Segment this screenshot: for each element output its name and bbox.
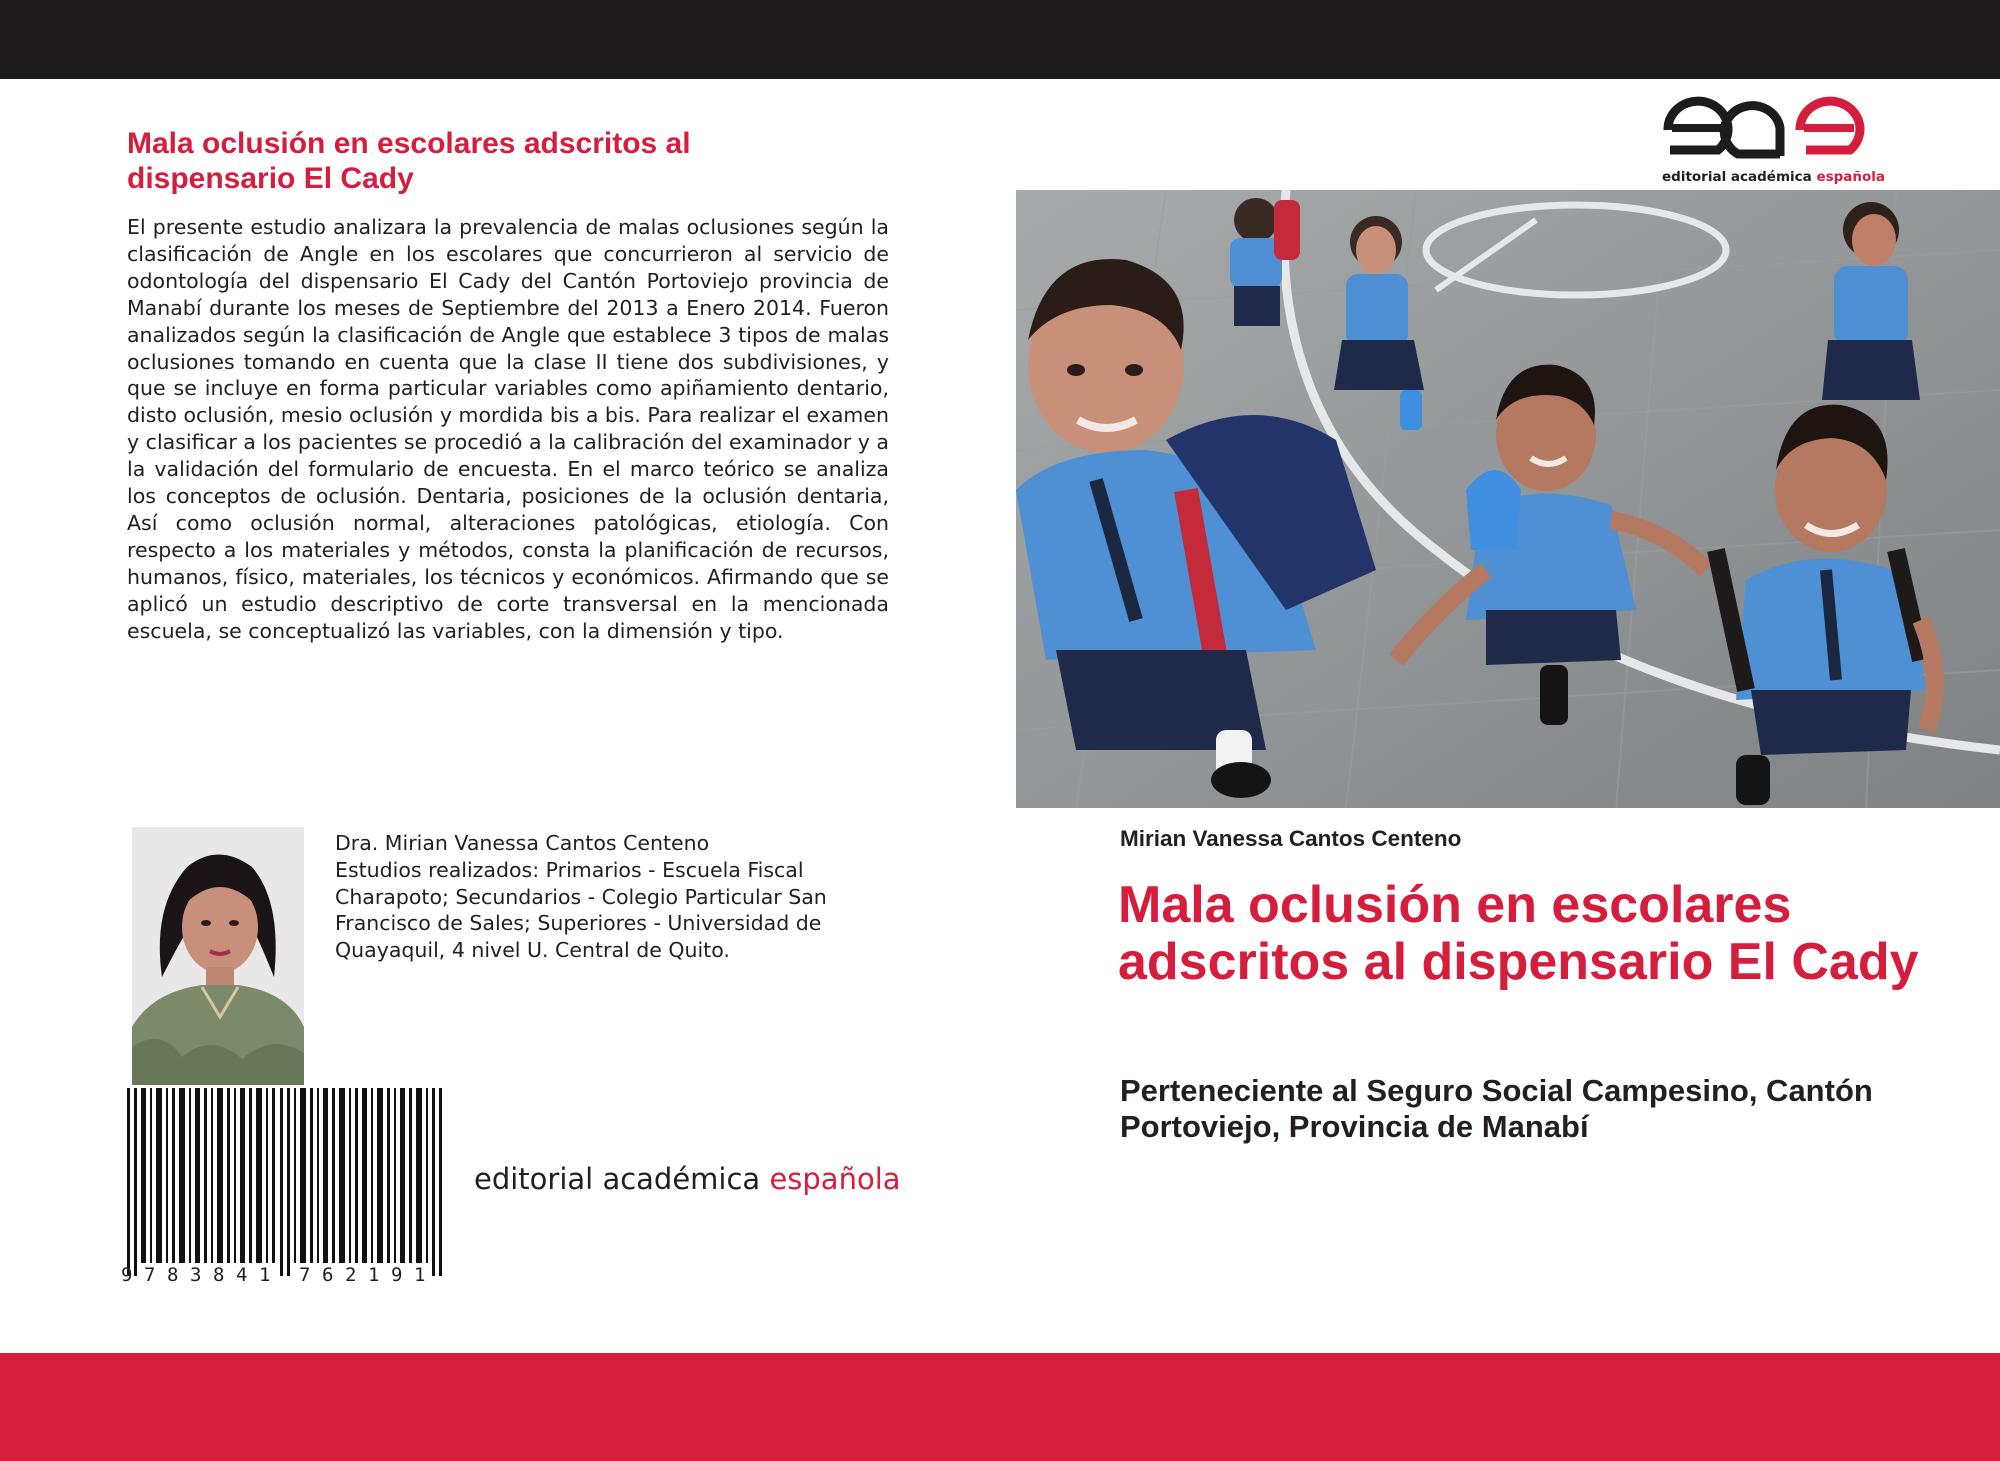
barcode-digits <box>121 1264 459 1290</box>
barcode-digit: 3 <box>190 1264 202 1286</box>
barcode-digit: 1 <box>259 1264 271 1286</box>
eae-logo-icon <box>1660 92 1882 168</box>
author-bio-studies: Estudios realizados: Primarios - Escuela Fiscal Charapoto; Secundarios - Colegio Particular San Francisco de Sales; Superiores - Universidad de Quayaquil, 4 nivel U. Central de Quito. <box>335 857 827 963</box>
barcode-digit: 1 <box>368 1264 380 1286</box>
barcode-digit: 9 <box>391 1264 403 1286</box>
barcode-digit: 4 <box>236 1264 248 1286</box>
cover-photo <box>1016 190 2000 808</box>
publisher-name <box>474 1162 901 1196</box>
logo-text-main: editorial académica <box>1662 169 1817 185</box>
front-cover-author: Mirian Vanessa Cantos Centeno <box>1120 826 1462 851</box>
back-cover-blurb: El presente estudio analizara la prevalencia de malas oclusiones según la clasificación de Angle en los escolares que concurrieron al servicio de odontología del dispensario El Cady del Cantón Portoviejo provincia de Manabí durante los meses de Septiembre del 2013 a Enero 2014. Fueron analizados según la clasificación de Angle que establece 3 tipos de malas oclusiones tomando en cuenta que la clase II tiene dos subdivisiones, y que se incluye en forma particular variables como apiñamiento dentario, disto oclusión, mesio oclusión y mordida bis a bis. Para realizar el examen y clasificar a los pacientes se procedió a la calibración del examinador y a la validación del formulario de encuesta. En el marco teórico se analiza los conceptos de oclusión. Dentaria, posiciones de la oclusión dentaria, Así como oclusión normal, alteraciones patológicas, etiología. Con respecto a los materiales y métodos, consta la planificación de recursos, humanos, físico, materiales, los técnicos y económicos. Afirmando que se aplicó un estudio descriptivo de corte transversal en la mencionada escuela, se conceptualizó las variables, con la dimensión y tipo. <box>127 215 889 643</box>
author-bio-name: Dra. Mirian Vanessa Cantos Centeno <box>335 831 710 855</box>
barcode <box>124 1088 459 1288</box>
author-bio <box>335 830 855 964</box>
front-cover-subtitle: Perteneciente al Seguro Social Campesino, Cantón Portoviejo, Provincia de Manabí <box>1120 1073 1873 1144</box>
barcode-digit: 7 <box>144 1264 156 1286</box>
barcode-digit: 1 <box>414 1264 426 1286</box>
barcode-digit: 9 <box>121 1264 133 1286</box>
barcode-digit: 2 <box>345 1264 357 1286</box>
barcode-digit: 8 <box>213 1264 225 1286</box>
publisher-logo <box>1660 92 1886 188</box>
logo-text-accent: española <box>1816 169 1886 185</box>
publisher-name-accent: española <box>769 1162 901 1196</box>
logo-text <box>1662 169 1885 185</box>
bottom-bar <box>0 1353 2000 1461</box>
publisher-name-main: editorial académica <box>474 1162 770 1196</box>
barcode-digit: 7 <box>299 1264 311 1286</box>
top-bar <box>0 0 2000 79</box>
front-cover-title: Mala oclusión en escolares adscritos al dispensario El Cady <box>1118 876 1919 991</box>
author-photo <box>132 827 304 1085</box>
back-cover-title: Mala oclusión en escolares adscritos al dispensario El Cady <box>127 127 691 195</box>
barcode-digit: 6 <box>322 1264 334 1286</box>
barcode-digit: 8 <box>167 1264 179 1286</box>
